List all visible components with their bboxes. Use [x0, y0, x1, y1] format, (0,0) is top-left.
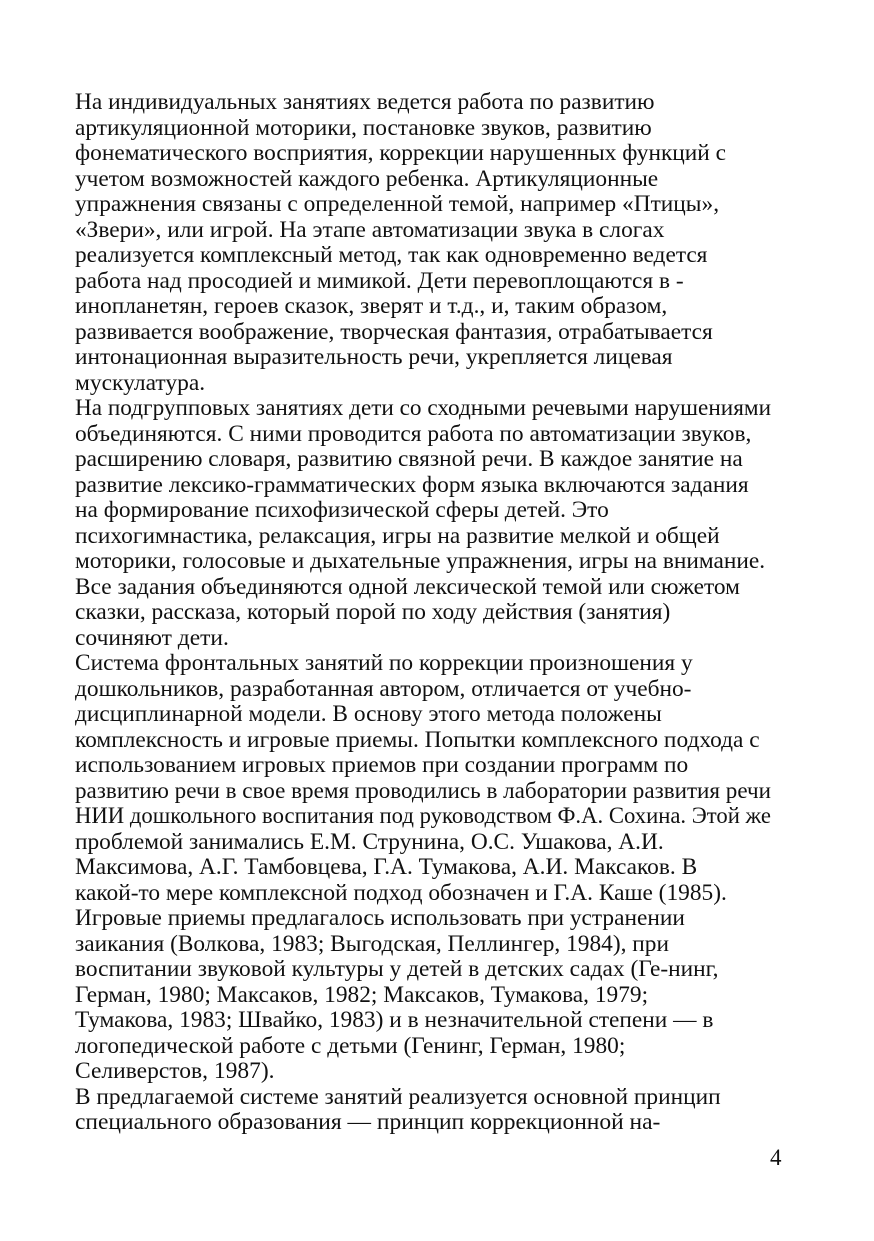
text-line: психогимнастика, релаксация, игры на развитие мелкой и общей — [75, 522, 720, 549]
text-line: на формирование психофизической сферы детей. Это — [75, 497, 609, 523]
text-line: развивается воображение, творческая фантазия, отрабатывается — [75, 318, 713, 345]
text-line: артикуляционной моторики, постановке звуков, развитию — [75, 114, 652, 141]
text-line: Герман, 1980; Максаков, 1982; Максаков, Тумакова, 1979; — [75, 981, 649, 1008]
text-line: учетом возможностей каждого ребенка. Артикуляционные — [75, 165, 659, 192]
text-line: Все задания объединяются одной лексической темой или сюжетом — [75, 573, 740, 600]
text-line: дисциплинарной модели. В основу этого метода положены — [75, 701, 662, 727]
text-line: НИИ дошкольного воспитания под руководством Ф.А. Сохина. Этой же — [75, 803, 771, 829]
text-line: Игровые приемы предлагалось использовать при устранении — [75, 905, 685, 931]
text-line: сказки, рассказа, который порой по ходу действия (занятия) — [75, 599, 671, 625]
text-line: интонационная выразительность речи, укрепляется лицевая — [75, 344, 673, 370]
text-line: специального образования — принцип коррекционной на- — [75, 1109, 661, 1135]
text-line: логопедической работе с детьми (Генинг, Герман, 1980; — [75, 1032, 626, 1059]
text-line: фонематического восприятия, коррекции нарушенных функций с — [75, 140, 727, 166]
text-line: мускулатура. — [75, 369, 206, 396]
text-line: дошкольников, разработанная автором, отличается от учебно- — [75, 675, 692, 702]
text-line: На подгрупповых занятиях дети со сходными речевыми нарушениями — [75, 395, 771, 421]
text-line: реализуется комплексный метод, так как одновременно ведется — [75, 242, 708, 268]
text-line: Тумакова, 1983; Швайко, 1983) и в незначительной степени — в — [75, 1007, 714, 1033]
text-line: развитию речи в свое время проводились в лаборатории развития речи — [75, 777, 771, 804]
text-line: развитие лексико-грамматических форм языка включаются задания — [75, 471, 749, 498]
text-line: расширению словаря, развитию связной речи. В каждое занятие на — [75, 446, 743, 472]
text-line: проблемой занимались Е.М. Струнина, О.С. Ушакова, А.И. — [75, 828, 664, 855]
text-line: упражнения связаны с определенной темой, например «Птицы», — [75, 191, 720, 217]
text-line: В предлагаемой системе занятий реализуется основной принцип — [75, 1083, 721, 1110]
text-line: Селиверстов, 1987). — [75, 1058, 275, 1084]
text-line: Максимова, А.Г. Тамбовцева, Г.А. Тумакова, А.И. Максаков. В — [75, 854, 698, 880]
text-line: моторики, голосовые и дыхательные упражнения, игры на внимание. — [75, 548, 766, 574]
text-line: комплексность и игровые приемы. Попытки комплексного подхода с — [75, 726, 760, 753]
text-line: инопланетян, героев сказок, зверят и т.д., и, таким образом, — [75, 293, 668, 319]
page-number: 4 — [770, 1145, 782, 1170]
text-line: объединяются. С ними проводится работа по автоматизации звуков, — [75, 420, 752, 447]
text-line: какой-то мере комплексной подход обозначен и Г.А. Каше (1985). — [75, 879, 727, 906]
text-line: работа над просодией и мимикой. Дети перевоплощаются в - — [75, 267, 684, 294]
text-line: воспитании звуковой культуры у детей в детских садах (Ге-нинг, — [75, 956, 719, 982]
text-line: На индивидуальных занятиях ведется работа по развитию — [75, 89, 655, 115]
text-line: сочиняют дети. — [75, 624, 229, 651]
text-line: Система фронтальных занятий по коррекции произношения у — [75, 650, 693, 676]
text-line: заикания (Волкова, 1983; Выгодская, Пеллингер, 1984), при — [75, 930, 669, 957]
text-line: «Звери», или игрой. На этапе автоматизации звука в слогах — [75, 216, 665, 243]
text-line: использованием игровых приемов при создании программ по — [75, 752, 689, 778]
